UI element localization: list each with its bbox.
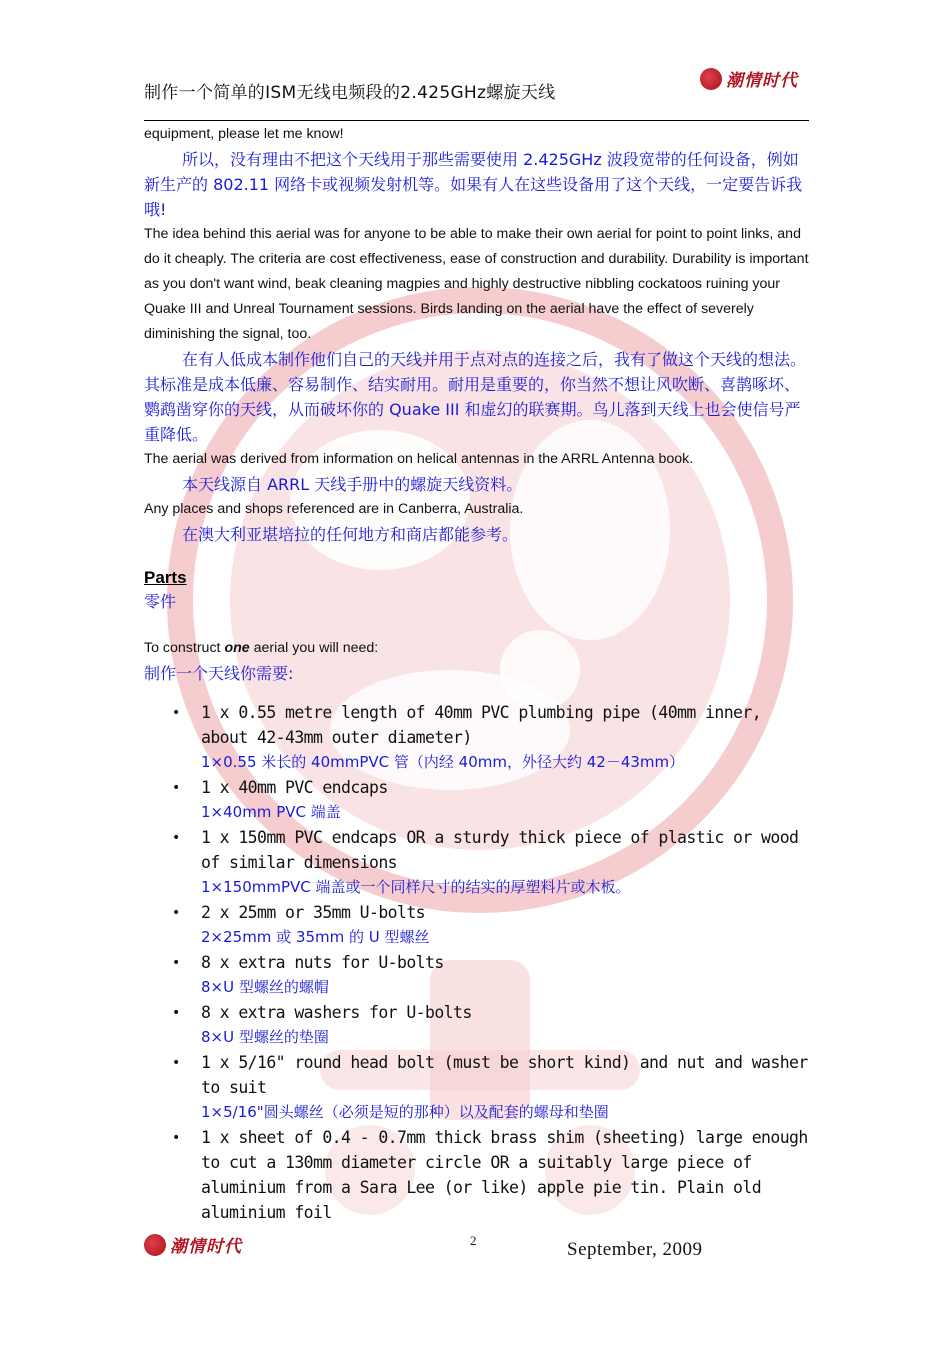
list-item [144, 775, 814, 825]
part-cn: 8×U 型螺丝的垫圈 [201, 1028, 329, 1046]
bullet-icon: • [172, 1055, 181, 1071]
bullet-icon: • [172, 905, 181, 921]
list-item [144, 1000, 814, 1050]
parts-heading-cn: 零件 [144, 592, 177, 611]
header-logo-text: 潮情时代 [726, 71, 798, 91]
page-number: 2 [470, 1233, 477, 1248]
document-body [144, 122, 814, 1225]
paragraph-en-3: The aerial was derived from information on helical antennas in the ARRL Antenna book. [144, 451, 694, 467]
part-cn: 1×5/16"圆头螺丝（必须是短的那种）以及配套的螺母和垫圈 [201, 1103, 609, 1121]
part-en: 1 x 40mm PVC endcaps [201, 778, 388, 797]
bullet-icon: • [172, 1005, 181, 1021]
part-cn: 1×0.55 米长的 40mmPVC 管（内经 40mm，外径大约 42－43mm） [201, 753, 685, 771]
parts-intro-emphasis: one [224, 640, 250, 656]
list-item [144, 1050, 814, 1125]
seal-icon [144, 1234, 166, 1256]
parts-intro-after: aerial you will need: [249, 640, 379, 656]
list-item [144, 1125, 814, 1225]
part-cn: 8×U 型螺丝的螺帽 [201, 978, 329, 996]
paragraph-en-1: equipment, please let me know! [144, 126, 344, 142]
header-logo [700, 66, 798, 91]
footer-date: September, 2009 [567, 1239, 703, 1260]
part-en: 1 x 0.55 metre length of 40mm PVC plumbing pipe (40mm inner, about 42-43mm outer diameter) [201, 703, 762, 747]
paragraph-cn-1: 所以，没有理由不把这个天线用于那些需要使用 2.425GHz 波段宽带的任何设备，例如新生产的 802.11 网络卡或视频发射机等。如果有人在这些设备用了这个天线，一定要告诉我哦! [144, 150, 803, 219]
parts-intro [144, 636, 814, 661]
bullet-icon: • [172, 705, 181, 721]
bullet-icon: • [172, 955, 181, 971]
part-en: 1 x sheet of 0.4 - 0.7mm thick brass shim (sheeting) large enough to cut a 130mm diameter circle OR a suitably large piece of aluminium from a Sara Lee (or like) apple pie tin. Plain old aluminium foil [201, 1128, 808, 1222]
part-en: 1 x 150mm PVC endcaps OR a sturdy thick piece of plastic or wood of similar dimensions [201, 828, 799, 872]
paragraph-en-2: The idea behind this aerial was for anyone to be able to make their own aerial for point to point links, and do it cheaply. The criteria are cost effectiveness, ease of construction and durability. Durability is important as you don't want wind, beak cleaning magpies and highly destructive nibbling cockatoos ruining your Quake III and Unreal Tournament sessions. Birds landing on the aerial have the effect of severely diminishing the signal, too. [144, 226, 809, 342]
footer-logo-text: 潮情时代 [170, 1237, 242, 1257]
part-cn: 2×25mm 或 35mm 的 U 型螺丝 [201, 928, 430, 946]
bullet-icon: • [172, 1130, 181, 1146]
list-item [144, 700, 814, 775]
list-item [144, 825, 814, 900]
paragraph-cn-3: 本天线源自 ARRL 天线手册中的螺旋天线资料。 [182, 475, 523, 494]
part-en: 8 x extra washers for U-bolts [201, 1003, 472, 1022]
part-cn: 1×40mm PVC 端盖 [201, 803, 341, 821]
parts-list [144, 700, 814, 1225]
part-en: 2 x 25mm or 35mm U-bolts [201, 903, 426, 922]
part-en: 1 x 5/16" round head bolt (must be short kind) and nut and washer to suit [201, 1053, 808, 1097]
footer-logo [144, 1232, 242, 1257]
list-item [144, 900, 814, 950]
parts-heading: Parts [144, 568, 187, 587]
bullet-icon: • [172, 780, 181, 796]
part-cn: 1×150mmPVC 端盖或一个同样尺寸的结实的厚塑料片或木板。 [201, 878, 631, 896]
paragraph-cn-4: 在澳大利亚堪培拉的任何地方和商店都能参考。 [182, 525, 519, 544]
list-item [144, 950, 814, 1000]
part-en: 8 x extra nuts for U-bolts [201, 953, 444, 972]
seal-icon [700, 68, 722, 90]
parts-intro-before: To construct [144, 640, 225, 656]
paragraph-cn-2: 在有人低成本制作他们自己的天线并用于点对点的连接之后，我有了做这个天线的想法。其标准是成本低廉、容易制作、结实耐用。耐用是重要的，你当然不想让风吹断、喜鹊啄坏、鹦鹉凿穿你的天线，从而破坏你的 Quake III 和虚幻的联赛期。鸟儿落到天线上也会使信号严重降低。 [144, 350, 807, 444]
paragraph-en-4: Any places and shops referenced are in Canberra, Australia. [144, 501, 524, 517]
bullet-icon: • [172, 830, 181, 846]
header-title: 制作一个简单的ISM无线电频段的2.425GHz螺旋天线 [144, 83, 556, 103]
parts-intro-cn: 制作一个天线你需要: [144, 664, 294, 683]
